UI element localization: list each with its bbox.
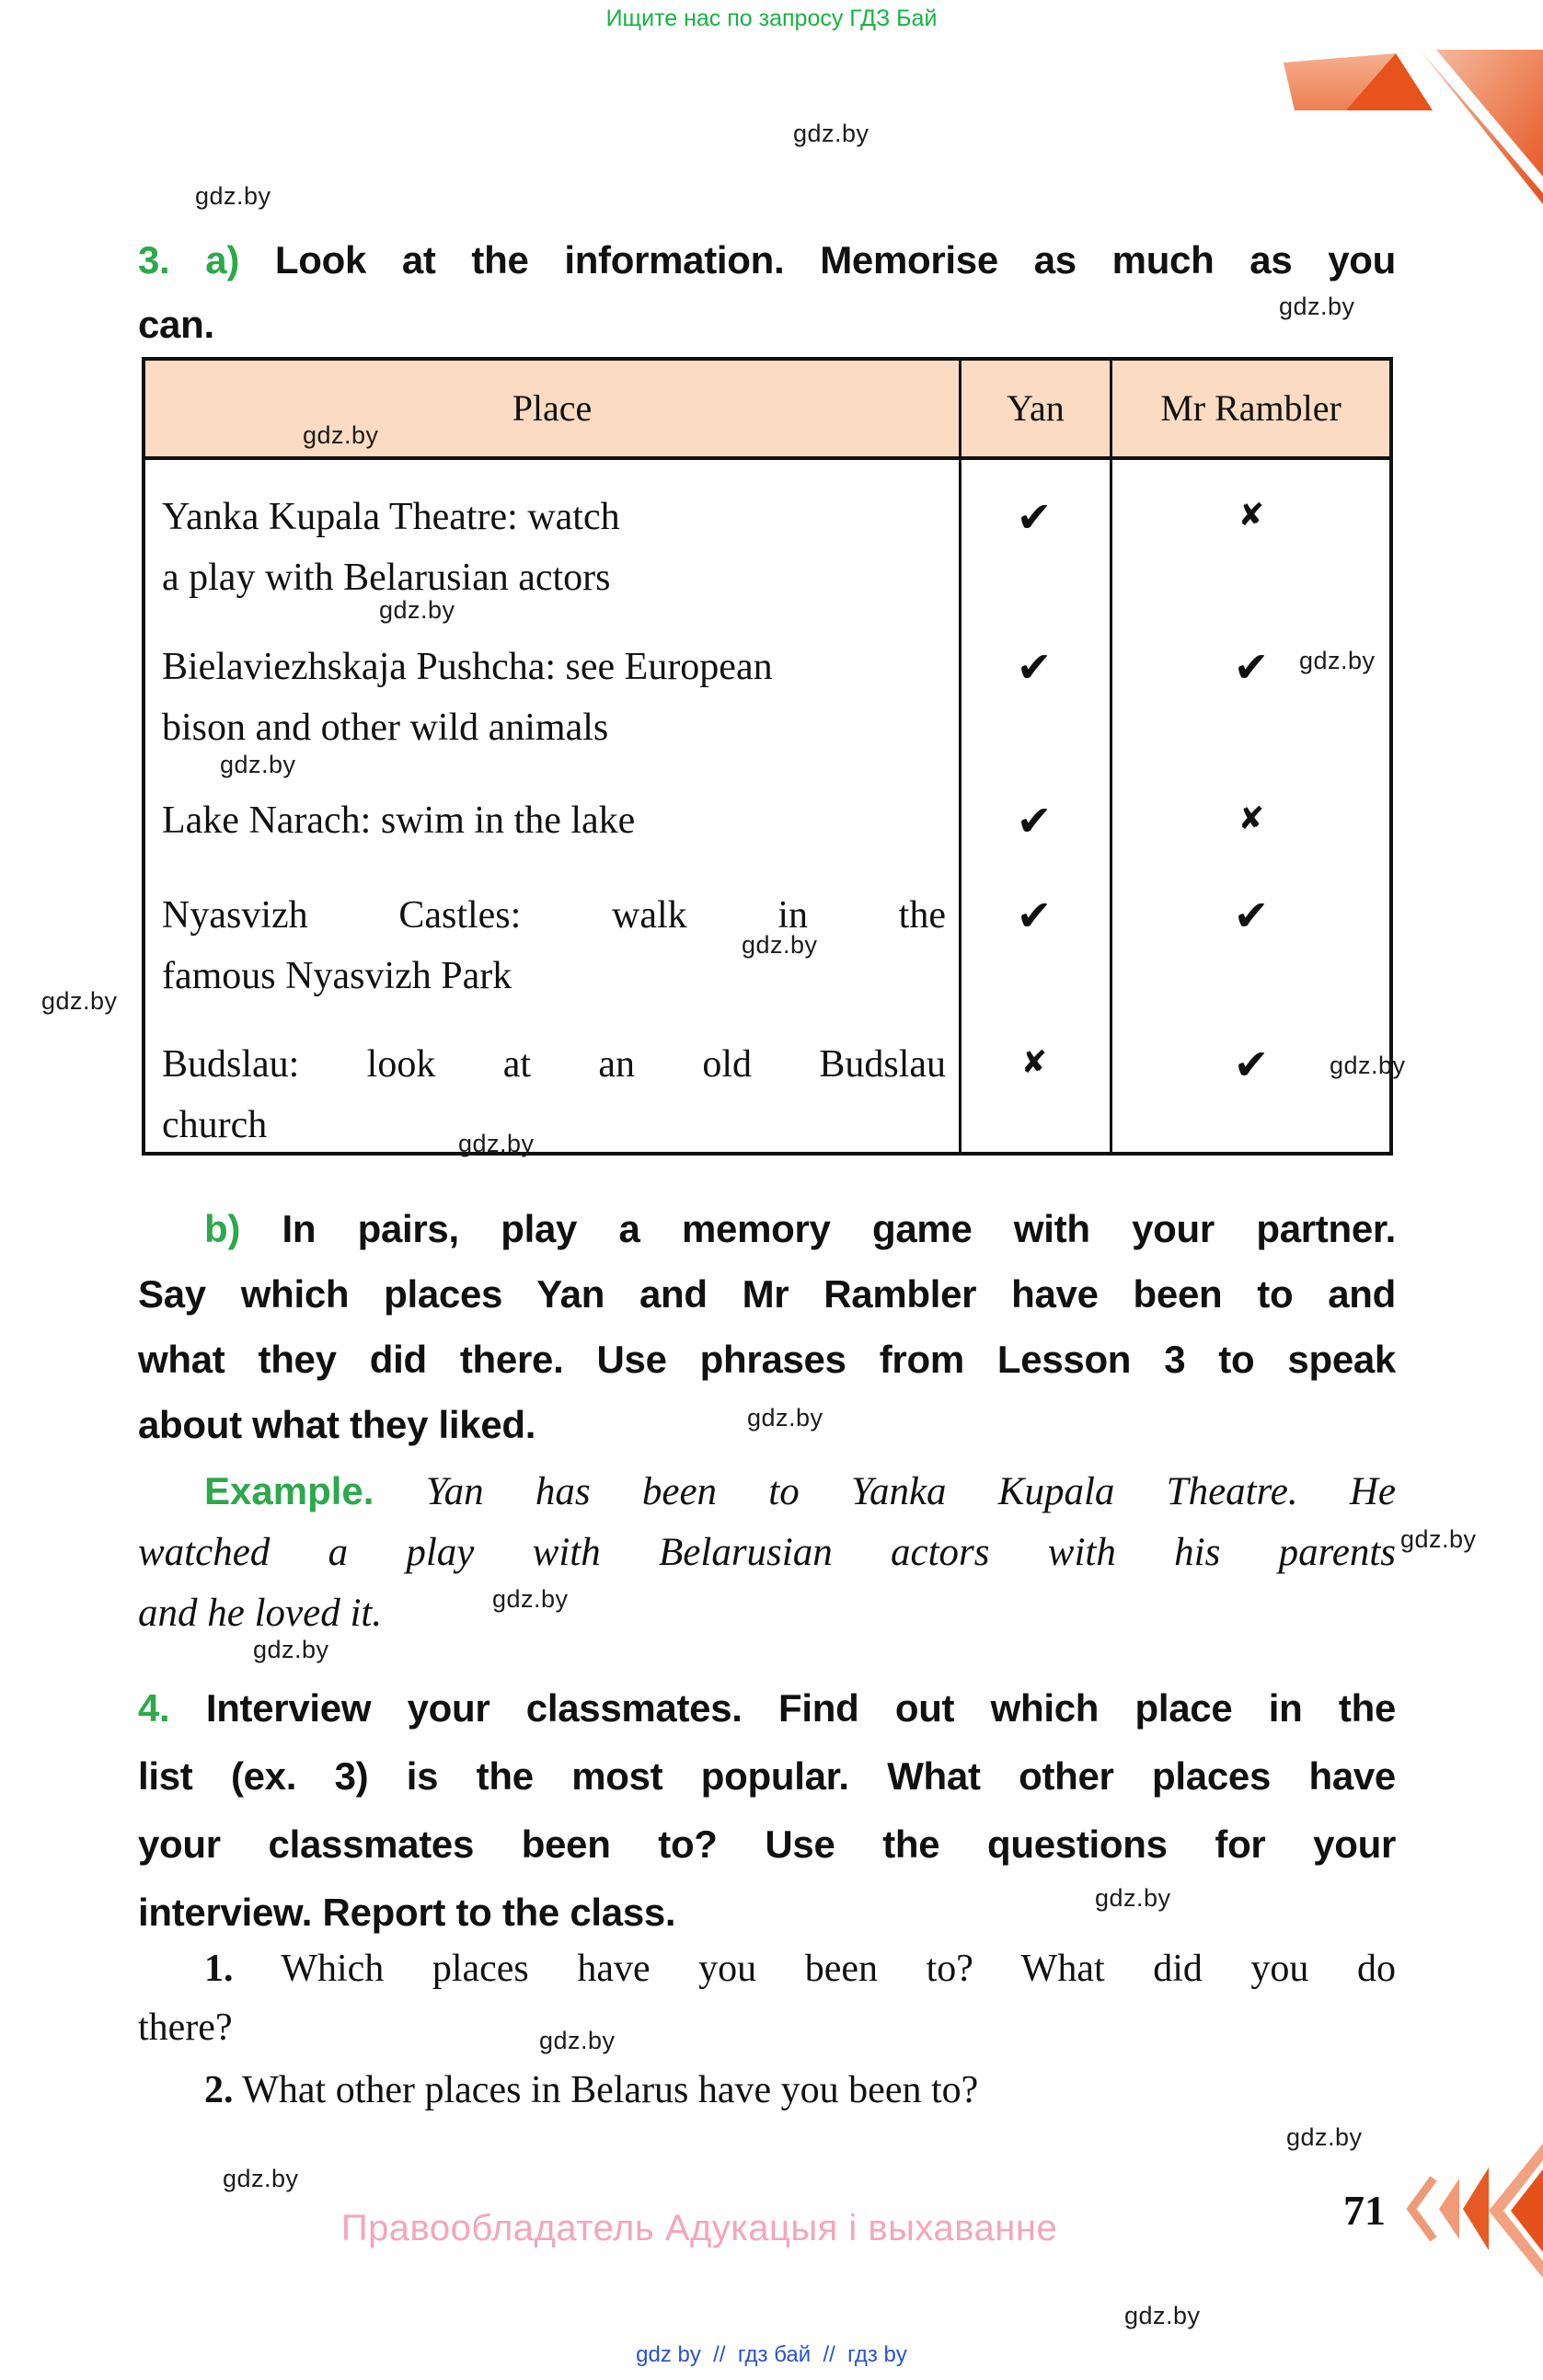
page-corner-chevrons-decoration bbox=[1380, 2144, 1543, 2300]
example-text: Yan has been to Yanka Kupala Theatre. He bbox=[425, 1470, 1396, 1513]
page-number: 71 bbox=[1343, 2187, 1386, 2234]
exercise-3b-line3: what they did there. Use phrases from Lesson 3 to speak bbox=[138, 1338, 1396, 1381]
yan-check-mark: ✔ bbox=[1016, 492, 1053, 542]
rambler-check-mark: ✔ bbox=[1233, 1040, 1270, 1089]
gdzby-watermark: gdz.by bbox=[1330, 1052, 1406, 1079]
chevron-medium-triangle-icon bbox=[1463, 2167, 1489, 2250]
yan-check-mark: ✔ bbox=[1016, 642, 1053, 692]
example-line1 bbox=[138, 1461, 1396, 1523]
exercise-3b-letter: b) bbox=[204, 1207, 241, 1250]
gdzby-watermark: gdz.by bbox=[742, 931, 818, 959]
place-text: Budslau: look at an old Budslau bbox=[162, 1043, 946, 1086]
exercise-3b-line4: about what they liked. bbox=[138, 1403, 536, 1446]
copyright-text: Правообладатель Адукацыя і выхаванне bbox=[340, 2208, 1058, 2248]
place-text: bison and other wild animals bbox=[162, 707, 609, 749]
place-text: Bielaviezhskaja Pushcha: see European bbox=[162, 646, 773, 688]
question-1-number: 1. bbox=[204, 1948, 234, 1990]
chevron-outline-icon bbox=[1411, 2179, 1434, 2239]
table-column-divider bbox=[959, 361, 961, 1152]
exercise-3a-heading bbox=[138, 228, 1396, 357]
rambler-check-mark: ✔ bbox=[1233, 642, 1270, 692]
example-line2: watched a play with Belarusian actors with his parents bbox=[138, 1531, 1396, 1574]
question-2-line1 bbox=[138, 2061, 1396, 2120]
place-text: famous Nyasvizh Park bbox=[162, 955, 512, 997]
place-cell bbox=[162, 487, 946, 608]
place-text: Nyasvizh Castles: walk in the bbox=[162, 894, 946, 937]
gdzby-watermark: gdz.by bbox=[220, 751, 296, 778]
question-2-number: 2. bbox=[204, 2069, 234, 2111]
exercise-4-number: 4. bbox=[138, 1686, 170, 1730]
exercise-3a-text: Look at the information. Memorise as much as you bbox=[274, 238, 1397, 282]
place-cell bbox=[162, 637, 946, 758]
gdzby-watermark: gdz.by bbox=[303, 421, 379, 449]
question-2 bbox=[138, 2061, 1396, 2120]
gdzby-watermark: gdz.by bbox=[747, 1404, 823, 1431]
example-label: Example. bbox=[204, 1469, 374, 1512]
question-1-text: Which places have you been to? What did you do bbox=[281, 1948, 1396, 1990]
gdzby-watermark: gdz.by bbox=[1095, 1884, 1171, 1912]
gdzby-watermark: gdz.by bbox=[1286, 2123, 1363, 2151]
exercise-4-line4: interview. Report to the class. bbox=[138, 1891, 676, 1934]
exercise-3b-line1 bbox=[138, 1196, 1396, 1261]
yan-cross-mark: ✘ bbox=[1020, 1044, 1048, 1081]
column-header-place: Place bbox=[512, 387, 593, 429]
example-block bbox=[138, 1461, 1396, 1644]
gdzby-watermark: gdz.by bbox=[195, 182, 271, 210]
question-1-line1 bbox=[138, 1939, 1396, 1998]
gdzby-watermark: gdz.by bbox=[539, 2027, 616, 2054]
exercise-4-line1 bbox=[138, 1674, 1396, 1742]
yan-check-mark: ✔ bbox=[1016, 891, 1053, 940]
place-text: a play with Belarusian actors bbox=[162, 557, 611, 599]
yan-check-mark: ✔ bbox=[1016, 796, 1053, 845]
gdzby-watermark: gdz.by bbox=[1299, 647, 1376, 674]
place-cell bbox=[162, 885, 946, 1006]
exercise-3b-text: In pairs, play a memory game with your partner. bbox=[282, 1207, 1397, 1250]
exercise-3a-line2: can. bbox=[138, 303, 214, 346]
exercise-3-number: 3. bbox=[138, 238, 170, 282]
exercise-4-text: Interview your classmates. Find out which place in the bbox=[205, 1686, 1396, 1730]
column-header-mr-rambler: Mr Rambler bbox=[1160, 387, 1341, 429]
example-line3: and he loved it. bbox=[138, 1592, 383, 1635]
corner-ribbon-decoration bbox=[1267, 20, 1543, 232]
question-1-line2: there? bbox=[138, 2006, 233, 2049]
ribbon-main-band bbox=[1420, 50, 1543, 204]
place-text: church bbox=[162, 1104, 268, 1146]
gdzby-watermark: gdz.by bbox=[1400, 1525, 1477, 1553]
place-text: Yanka Kupala Theatre: watch bbox=[162, 496, 620, 538]
promo-banner-text: Ищите нас по запросу ГДЗ Бай bbox=[605, 6, 938, 31]
gdzby-watermark: gdz.by bbox=[793, 120, 869, 147]
column-header-yan: Yan bbox=[1007, 387, 1065, 429]
exercise-3a-letter: a) bbox=[205, 238, 240, 282]
place-cell bbox=[162, 1034, 946, 1156]
gdzby-watermark: gdz.by bbox=[253, 1636, 329, 1663]
rambler-cross-mark: ✘ bbox=[1238, 497, 1265, 534]
gdzby-watermark: gdz.by bbox=[1279, 293, 1355, 320]
exercise-4-heading bbox=[138, 1674, 1396, 1947]
place-cell bbox=[162, 790, 946, 851]
places-table bbox=[142, 357, 1393, 1156]
exercise-4-line2: list (ex. 3) is the most popular. What other places have bbox=[138, 1754, 1396, 1798]
chevron-small-triangle-icon bbox=[1439, 2179, 1459, 2239]
rambler-check-mark: ✔ bbox=[1233, 891, 1270, 940]
gdzby-watermark: gdz.by bbox=[492, 1585, 569, 1613]
place-text: Lake Narach: swim in the lake bbox=[162, 799, 636, 842]
exercise-3a-line1 bbox=[138, 228, 1396, 293]
gdz-links[interactable]: gdz by // гдз бай // гдз by bbox=[636, 2342, 907, 2367]
rambler-cross-mark: ✘ bbox=[1238, 800, 1265, 837]
question-1 bbox=[138, 1939, 1396, 2057]
exercise-3b-line2: Say which places Yan and Mr Rambler have been to and bbox=[138, 1272, 1396, 1316]
gdzby-watermark: gdz.by bbox=[458, 1130, 535, 1157]
gdzby-watermark: gdz.by bbox=[41, 987, 118, 1015]
exercise-4-line3: your classmates been to? Use the questions for your bbox=[138, 1822, 1396, 1866]
gdzby-watermark: gdz.by bbox=[1124, 2302, 1201, 2329]
question-2-text: What other places in Belarus have you been to? bbox=[242, 2069, 979, 2111]
gdzby-watermark: gdz.by bbox=[379, 596, 455, 624]
table-column-divider bbox=[1110, 361, 1112, 1152]
gdzby-watermark: gdz.by bbox=[223, 2165, 299, 2192]
